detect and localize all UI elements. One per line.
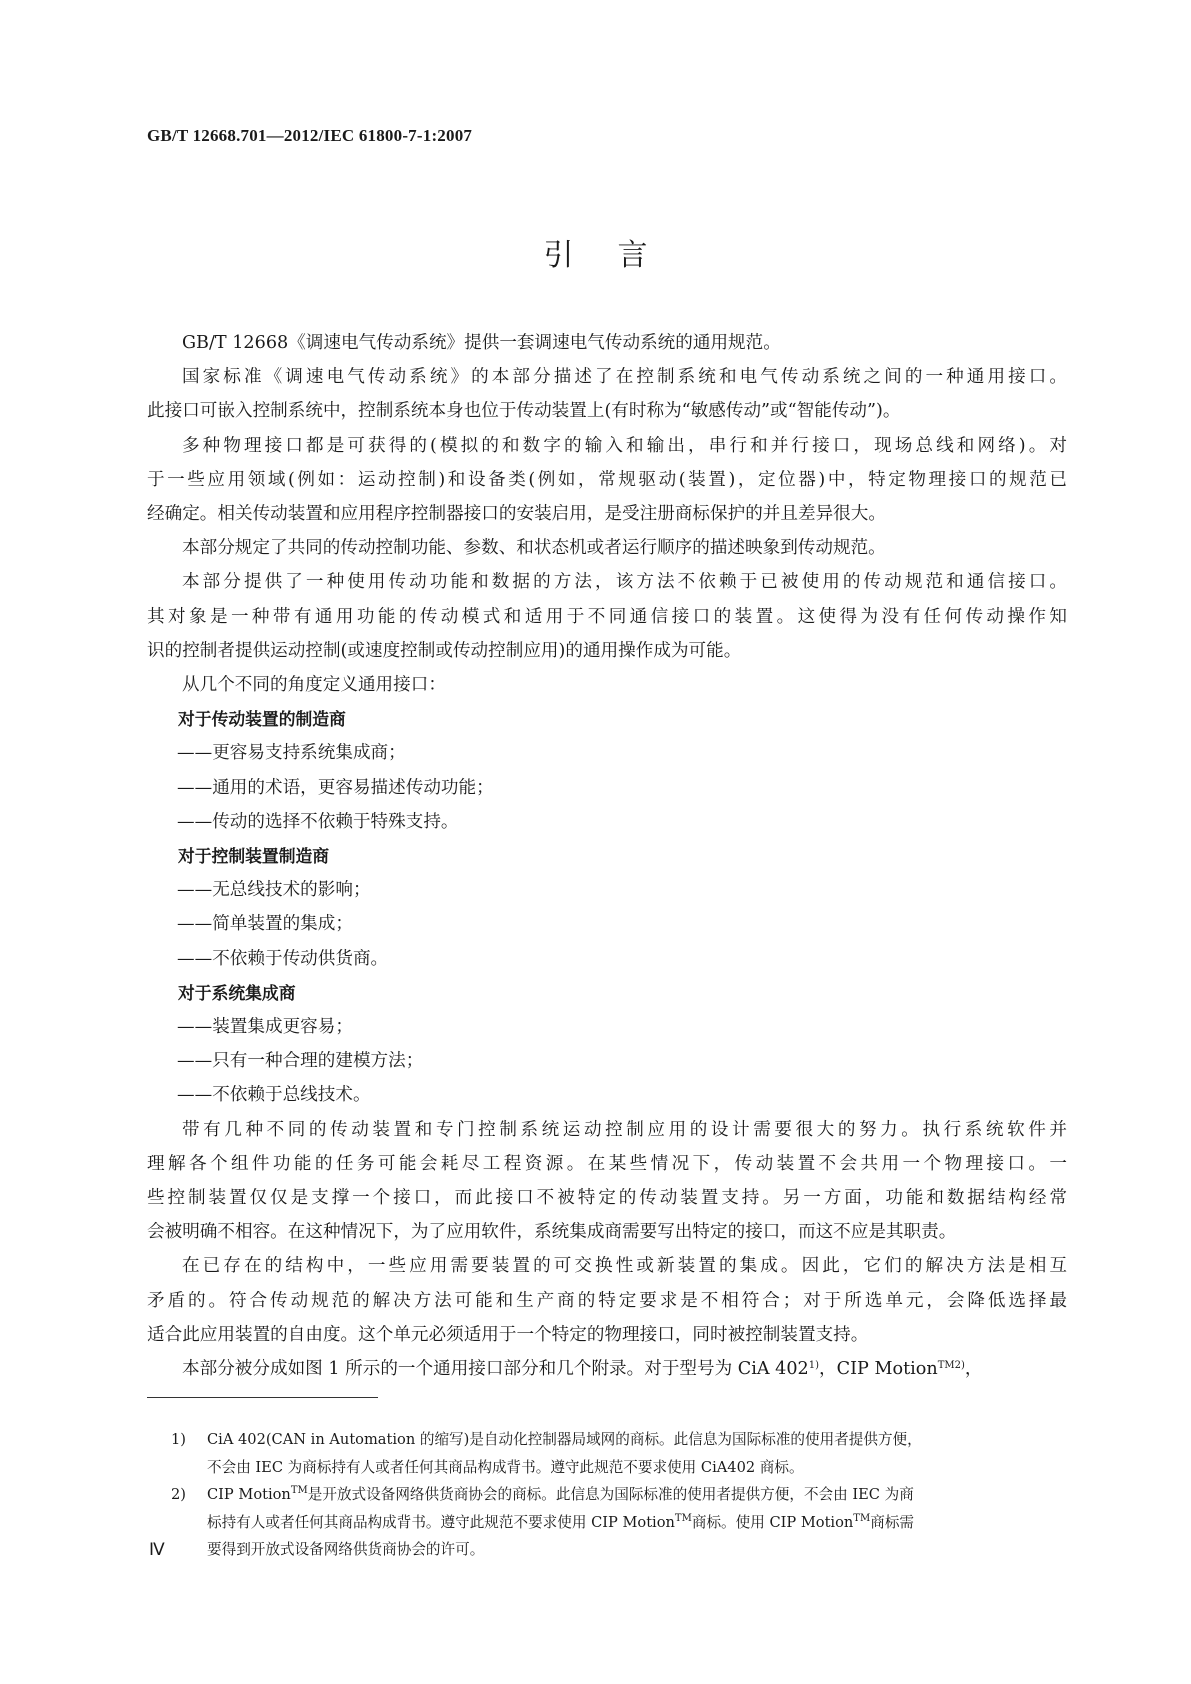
paragraph-line: 识的控制者提供运动控制(或速度控制或传动控制应用)的通用操作成为可能。	[147, 640, 742, 661]
paragraph: GB/T 12668《调速电气传动系统》提供一套调速电气传动系统的通用规范。	[182, 333, 781, 353]
page-number: Ⅳ	[149, 1540, 165, 1559]
body-text	[147, 326, 1067, 1386]
paragraph-line: 经确定。相关传动装置和应用程序控制器接口的安装启用，是受注册商标保护的并且差异很大。	[147, 504, 886, 525]
paragraph-text: ，CIP Motion	[819, 1359, 938, 1380]
footnote-text-part: 标持有人或者任何其商品构成背书。遵守此规范不要求使用 CIP Motion	[207, 1513, 675, 1531]
paragraph-line: 些控制装置仅仅是支撑一个接口，而此接口不被特定的传动装置支持。另一方面，功能和数据结构经常	[147, 1188, 1067, 1209]
paragraph-line: 于一些应用领域(例如：运动控制)和设备类(例如，常规驱动(装置)，定位器)中，特定物理接口的规范已	[147, 469, 1067, 490]
footnote-number: 1)	[171, 1431, 186, 1448]
paragraph-line: 理解各个组件功能的任务可能会耗尽工程资源。在某些情况下，传动装置不会共用一个物理接口。一	[147, 1153, 1067, 1174]
list-item: ——装置集成更容易；	[177, 1017, 353, 1038]
section-heading: 对于传动装置的制造商	[178, 709, 346, 730]
list-item: ——不依赖于总线技术。	[177, 1085, 371, 1106]
paragraph-line: 本部分提供了一种使用传动功能和数据的方法，该方法不依赖于已被使用的传动规范和通信接口。	[182, 572, 1067, 593]
list-item: ——更容易支持系统集成商；	[177, 743, 406, 764]
standard-code-header: GB/T 12668.701—2012/IEC 61800-7-1:2007	[147, 126, 473, 145]
paragraph-line: 会被明确不相容。在这种情况下，为了应用软件，系统集成商需要写出特定的接口，而这不应是其职责。	[147, 1222, 957, 1243]
trademark-mark: TM	[674, 1512, 692, 1524]
footnote-text-part: 商标需	[870, 1513, 915, 1531]
footnote-text-part: CIP Motion	[207, 1486, 291, 1503]
footnote-line	[207, 1509, 1067, 1537]
list-item: ——只有一种合理的建模方法；	[177, 1051, 424, 1072]
footnote-number: 2)	[171, 1486, 186, 1503]
paragraph-line: 国家标准《调速电气传动系统》的本部分描述了在控制系统和电气传动系统之间的一种通用接口。	[182, 367, 1067, 388]
footnote-2	[147, 1481, 1067, 1564]
footnote-line: 不会由 IEC 为商标持有人或者任何其商品构成背书。遵守此规范不要求使用 CiA402 商标。	[207, 1458, 804, 1476]
trademark-mark: TM	[290, 1485, 308, 1496]
paragraph-line: 多种物理接口都是可获得的(模拟的和数字的输入和输出，串行和并行接口，现场总线和网络)。对	[182, 435, 1067, 456]
list-item: ——通用的术语，更容易描述传动功能；	[177, 777, 494, 798]
paragraph-text: ，	[964, 1359, 983, 1380]
list-item: ——不依赖于传动供货商。	[177, 948, 389, 969]
list-item: ——简单装置的集成；	[177, 914, 353, 935]
paragraph-line: 其对象是一种带有通用功能的传动模式和适用于不同通信接口的装置。这使得为没有任何传动操作知	[147, 606, 1067, 627]
footnote-divider	[147, 1397, 378, 1398]
paragraph-line: 在已存在的结构中，一些应用需要装置的可交换性或新装置的集成。因此，它们的解决方法是相互	[182, 1256, 1067, 1277]
footnote-text	[207, 1481, 1067, 1564]
footnote-ref-1: 1)	[808, 1360, 820, 1372]
page-title: 引言	[543, 238, 692, 273]
footnote-ref-2: TM2)	[937, 1360, 965, 1372]
footnote-line: 要得到开放式设备网络供货商协会的许可。	[207, 1541, 485, 1558]
paragraph-line: 带有几种不同的传动装置和专门控制系统运动控制应用的设计需要很大的努力。执行系统软件并	[182, 1119, 1067, 1140]
paragraph-line: 适合此应用装置的自由度。这个单元必须适用于一个特定的物理接口，同时被控制装置支持。	[147, 1324, 869, 1345]
footnote-line: CiA 402(CAN in Automation 的缩写)是自动化控制器局域网的商标。此信息为国际标准的使用者提供方便，	[207, 1431, 922, 1448]
list-item: ——传动的选择不依赖于特殊支持。	[177, 811, 459, 832]
footnote-text	[207, 1426, 1067, 1481]
footnote-text-part: 商标。使用 CIP Motion	[691, 1513, 854, 1531]
footnotes	[147, 1426, 1067, 1564]
paragraph-line	[147, 1352, 1067, 1386]
paragraph: 从几个不同的角度定义通用接口：	[182, 675, 446, 696]
footnote-text-part: 是开放式设备网络供货商协会的商标。此信息为国际标准的使用者提供方便，不会由 IEC 为商	[307, 1486, 914, 1503]
trademark-mark: TM	[853, 1512, 871, 1524]
paragraph-text: 本部分被分成如图 1 所示的一个通用接口部分和几个附录。对于型号为 CiA 402	[182, 1359, 809, 1380]
list-item: ——无总线技术的影响；	[177, 880, 371, 901]
paragraph-line: 此接口可嵌入控制系统中，控制系统本身也位于传动装置上(有时称为“敏感传动”或“智能传动”)。	[147, 401, 901, 422]
footnote-line	[207, 1481, 1067, 1509]
paragraph: 本部分规定了共同的传动控制功能、参数、和状态机或者运行顺序的描述映象到传动规范。	[182, 538, 886, 559]
footnote-1	[147, 1426, 1067, 1481]
paragraph-line: 矛盾的。符合传动规范的解决方法可能和生产商的特定要求是不相符合；对于所选单元，会降低选择最	[147, 1290, 1067, 1311]
section-heading: 对于系统集成商	[178, 982, 296, 1003]
section-heading: 对于控制装置制造商	[178, 846, 330, 867]
